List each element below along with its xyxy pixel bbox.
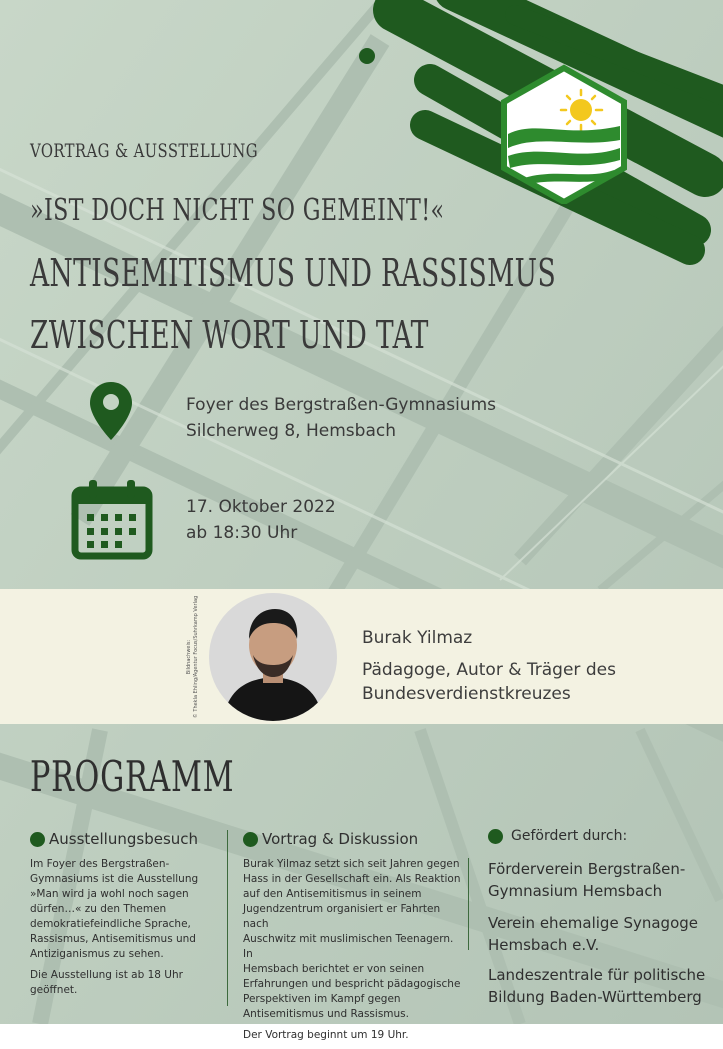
exhibition-line: demokratiefeindliche Sprache, (30, 918, 191, 930)
sponsor-item (488, 912, 698, 956)
hexagon-sun-hills-logo (496, 64, 632, 204)
exhibition-line: Gymnasiums ist die Ausstellung (30, 873, 199, 885)
exhibition-line: Rassismus, Antisemitismus und (30, 933, 196, 945)
photo-credit (179, 597, 207, 717)
speaker-role (362, 658, 616, 706)
event-time: ab 18:30 Uhr (186, 523, 298, 543)
sponsor-line: Bildung Baden-Württemberg (488, 988, 702, 1006)
exhibition-line: Antiziganismus zu sehen. (30, 948, 164, 960)
exhibition-note: geöffnet. (30, 984, 78, 996)
program-heading-exhibition (30, 830, 198, 848)
calendar-icon (71, 478, 153, 560)
event-title-line3: ZWISCHEN WORT UND TAT (30, 313, 429, 357)
location-address: Silcherweg 8, Hemsbach (186, 421, 396, 441)
exhibition-heading-label: Ausstellungsbesuch (49, 830, 199, 848)
date-block (186, 494, 336, 546)
speaker-role-line2: Bundesverdienstkreuzes (362, 684, 571, 704)
talk-line: Perspektiven im Kampf gegen (243, 993, 401, 1005)
talk-text (243, 857, 463, 1049)
sponsors-heading-label: Gefördert durch: (511, 828, 628, 844)
talk-line: Burak Yilmaz setzt sich seit Jahren gegen (243, 858, 460, 870)
sponsor-line: Landeszentrale für politische (488, 966, 706, 984)
sponsor-line: Gymnasium Hemsbach (488, 882, 663, 900)
event-title-quote: »IST DOCH NICHT SO GEMEINT!« (30, 193, 445, 228)
talk-line: Hass in der Gesellschaft ein. Als Reaktion (243, 873, 461, 885)
event-kicker: VORTRAG & AUSSTELLUNG (30, 140, 258, 162)
sponsor-item (488, 858, 685, 902)
sponsors-heading (488, 828, 627, 844)
talk-line: Erfahrungen und bespricht pädagogische (243, 978, 461, 990)
location-block (186, 392, 496, 444)
event-date: 17. Oktober 2022 (186, 497, 336, 517)
bullet-dot-icon (243, 832, 258, 847)
program-title: PROGRAMM (30, 752, 235, 801)
sponsor-line: Förderverein Bergstraßen- (488, 860, 686, 878)
talk-line: Jugendzentrum organisiert er Fahrten nach (243, 903, 441, 930)
location-venue: Foyer des Bergstraßen-Gymnasiums (186, 395, 496, 415)
exhibition-line: »Man wird ja wohl noch sagen (30, 888, 189, 900)
bullet-dot-icon (488, 829, 503, 844)
talk-line: Hemsbach berichtet er von seinen (243, 963, 425, 975)
column-divider (468, 858, 469, 950)
talk-line: Antisemitismus und Rassismus. (243, 1008, 409, 1020)
exhibition-line: dürfen…« zu den Themen (30, 903, 167, 915)
program-heading-talk (243, 830, 418, 848)
exhibition-note: Die Ausstellung ist ab 18 Uhr (30, 969, 183, 981)
talk-heading-label: Vortrag & Diskussion (262, 830, 419, 848)
speaker-name: Burak Yilmaz (362, 628, 473, 648)
speaker-role-line1: Pädagoge, Autor & Träger des (362, 660, 616, 680)
exhibition-text (30, 857, 225, 1004)
photo-credit-text: © Thekla Ehling/Agentur Focus/Suhrkamp Verlag (193, 595, 199, 719)
sponsor-item (488, 964, 705, 1008)
event-title-line2: ANTISEMITISMUS UND RASSISMUS (30, 251, 557, 295)
photo-credit-label: Bildnachweis: (186, 639, 192, 675)
talk-note: Der Vortrag beginnt um 19 Uhr. (243, 1029, 409, 1041)
map-pin-icon (88, 380, 134, 442)
bullet-dot-icon (30, 832, 45, 847)
sponsor-line: Hemsbach e.V. (488, 936, 600, 954)
speaker-photo (209, 593, 337, 721)
sponsor-line: Verein ehemalige Synagoge (488, 914, 698, 932)
column-divider (227, 830, 228, 1006)
exhibition-line: Im Foyer des Bergstraßen- (30, 858, 170, 870)
talk-line: Auschwitz mit muslimischen Teenagern. In (243, 933, 454, 960)
talk-line: auf den Antisemitismus in seinem (243, 888, 422, 900)
